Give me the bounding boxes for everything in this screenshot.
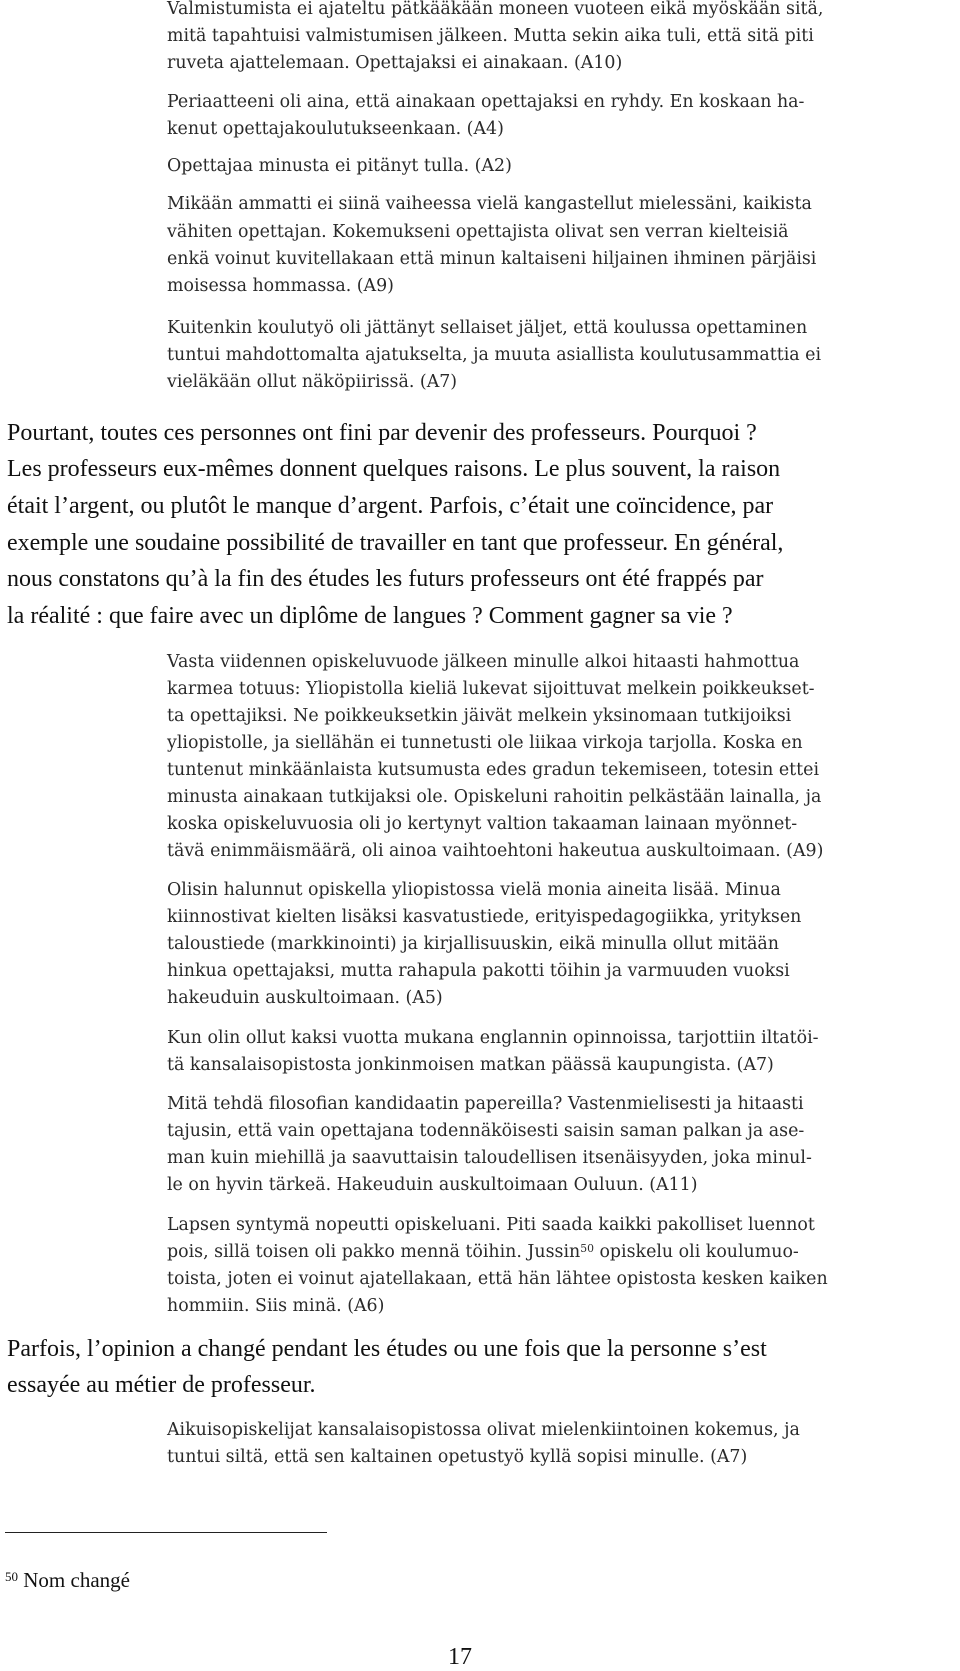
quote-line: ta opettajiksi. Ne poikkeuksetkin jäivät melkein yksinomaan tutkijoiksi xyxy=(167,706,792,726)
quote-line: tuntenut minkäänlaista kutsumusta edes gradun tekemiseen, totesin ettei xyxy=(167,760,820,780)
footnote xyxy=(5,1568,130,1593)
quote-line: le on hyvin tärkeä. Hakeuduin auskultoimaan Ouluun. (A11) xyxy=(167,1175,698,1195)
quote-line: Kuitenkin koulutyö oli jättänyt sellaiset jäljet, että koulussa opettaminen xyxy=(167,318,808,338)
quote-line: Olisin halunnut opiskella yliopistossa vielä monia aineita lisää. Minua xyxy=(167,880,781,900)
quote-line-text: opiskelu oli koulumuo- xyxy=(593,1242,799,1262)
quote-line: vähiten opettajan. Kokemukseni opettajista olivat sen verran kielteisiä xyxy=(167,222,789,242)
quote-line: enkä voinut kuvitellakaan että minun kaltaiseni hiljainen ihminen pärjäisi xyxy=(167,249,817,269)
body-line: Pourtant, toutes ces personnes ont fini par devenir des professeurs. Pourquoi ? xyxy=(7,420,757,446)
page-number: 17 xyxy=(448,1644,472,1670)
quote-line: Periaatteeni oli aina, että ainakaan opettajaksi en ryhdy. En koskaan ha- xyxy=(167,92,805,112)
quote-line: karmea totuus: Yliopistolla kieliä lukevat sijoittuvat melkein poikkeukset- xyxy=(167,679,815,699)
body-line: la réalité : que faire avec un diplôme de langues ? Comment gagner sa vie ? xyxy=(7,603,733,629)
quote-line: Mikään ammatti ei siinä vaiheessa vielä kangastellut mielessäni, kaikista xyxy=(167,194,812,214)
quote-line: koska opiskeluvuosia oli jo kertynyt valtion takaaman lainaan myönnet- xyxy=(167,814,798,834)
quote-line: vieläkään ollut näköpiirissä. (A7) xyxy=(167,372,458,392)
body-line: était l’argent, ou plutôt le manque d’argent. Parfois, c’était une coïncidence, par xyxy=(7,493,774,519)
quote-line: hakeuduin auskultoimaan. (A5) xyxy=(167,988,443,1008)
quote-line: Opettajaa minusta ei pitänyt tulla. (A2) xyxy=(167,156,512,176)
quote-line: kenut opettajakoulutukseenkaan. (A4) xyxy=(167,119,504,139)
footnote-text: Nom changé xyxy=(18,1568,130,1592)
quote-line: tajusin, että vain opettajana todennäköisesti saisin saman palkan ja ase- xyxy=(167,1121,805,1141)
quote-line: Mitä tehdä filosofian kandidaatin papereilla? Vastenmielisesti ja hitaasti xyxy=(167,1094,804,1114)
quote-line xyxy=(167,1242,799,1262)
quote-line: moisessa hommassa. (A9) xyxy=(167,276,394,296)
quote-line: Kun olin ollut kaksi vuotta mukana englannin opinnoissa, tarjottiin iltatöi- xyxy=(167,1028,819,1048)
quote-line: Lapsen syntymä nopeutti opiskeluani. Piti saada kaikki pakolliset luennot xyxy=(167,1215,815,1235)
quote-line: toista, joten ei voinut ajatellakaan, että hän lähtee opistosta kesken kaiken xyxy=(167,1269,828,1289)
body-line: Parfois, l’opinion a changé pendant les études ou une fois que la personne s’est xyxy=(7,1336,767,1362)
quote-line: yliopistolle, ja siellähän ei tunnetusti ole liikaa virkoja tarjolla. Koska en xyxy=(167,733,803,753)
quote-line: taloustiede (markkinointi) ja kirjallisuuskin, eikä minulla ollut mitään xyxy=(167,934,780,954)
footnote-separator xyxy=(5,1532,327,1533)
quote-line: hommiin. Siis minä. (A6) xyxy=(167,1296,385,1316)
body-line: essayée au métier de professeur. xyxy=(7,1372,316,1398)
footnote-reference[interactable]: 50 xyxy=(580,1242,594,1256)
quote-line: man kuin miehillä ja saavuttaisin taloudellisen itsenäisyyden, joka minul- xyxy=(167,1148,812,1168)
quote-line: hinkua opettajaksi, mutta rahapula pakotti töihin ja varmuuden vuoksi xyxy=(167,961,790,981)
quote-line: tä kansalaisopistosta jonkinmoisen matkan päässä kaupungista. (A7) xyxy=(167,1055,774,1075)
quote-line: mitä tapahtuisi valmistumisen jälkeen. Mutta sekin aika tuli, että sitä piti xyxy=(167,26,814,46)
quote-line: Valmistumista ei ajateltu pätkääkään moneen vuoteen eikä myöskään sitä, xyxy=(167,0,824,19)
body-line: Les professeurs eux-mêmes donnent quelques raisons. Le plus souvent, la raison xyxy=(7,456,781,482)
quote-line: Vasta viidennen opiskeluvuode jälkeen minulle alkoi hitaasti hahmottua xyxy=(167,652,800,672)
quote-line: ruveta ajattelemaan. Opettajaksi ei ainakaan. (A10) xyxy=(167,53,623,73)
body-line: nous constatons qu’à la fin des études les futurs professeurs ont été frappés par xyxy=(7,566,764,592)
quote-line: tuntui siltä, että sen kaltainen opetustyö kyllä sopisi minulle. (A7) xyxy=(167,1447,748,1467)
body-line: exemple une soudaine possibilité de travailler en tant que professeur. En général, xyxy=(7,530,784,556)
quote-line: tuntui mahdottomalta ajatukselta, ja muuta asiallista koulutusammattia ei xyxy=(167,345,822,365)
quote-line: minusta ainakaan tutkijaksi ole. Opiskeluni rahoitin pelkästään lainalla, ja xyxy=(167,787,822,807)
quote-line: tävä enimmäismäärä, oli ainoa vaihtoehtoni hakeutua auskultoimaan. (A9) xyxy=(167,841,824,861)
footnote-marker: 50 xyxy=(5,1569,19,1585)
quote-line: Aikuisopiskelijat kansalaisopistossa olivat mielenkiintoinen kokemus, ja xyxy=(167,1420,800,1440)
quote-line: kiinnostivat kielten lisäksi kasvatustiede, erityispedagogiikka, yrityksen xyxy=(167,907,802,927)
quote-line-text: pois, sillä toisen oli pakko mennä töihin. Jussin xyxy=(167,1242,581,1262)
